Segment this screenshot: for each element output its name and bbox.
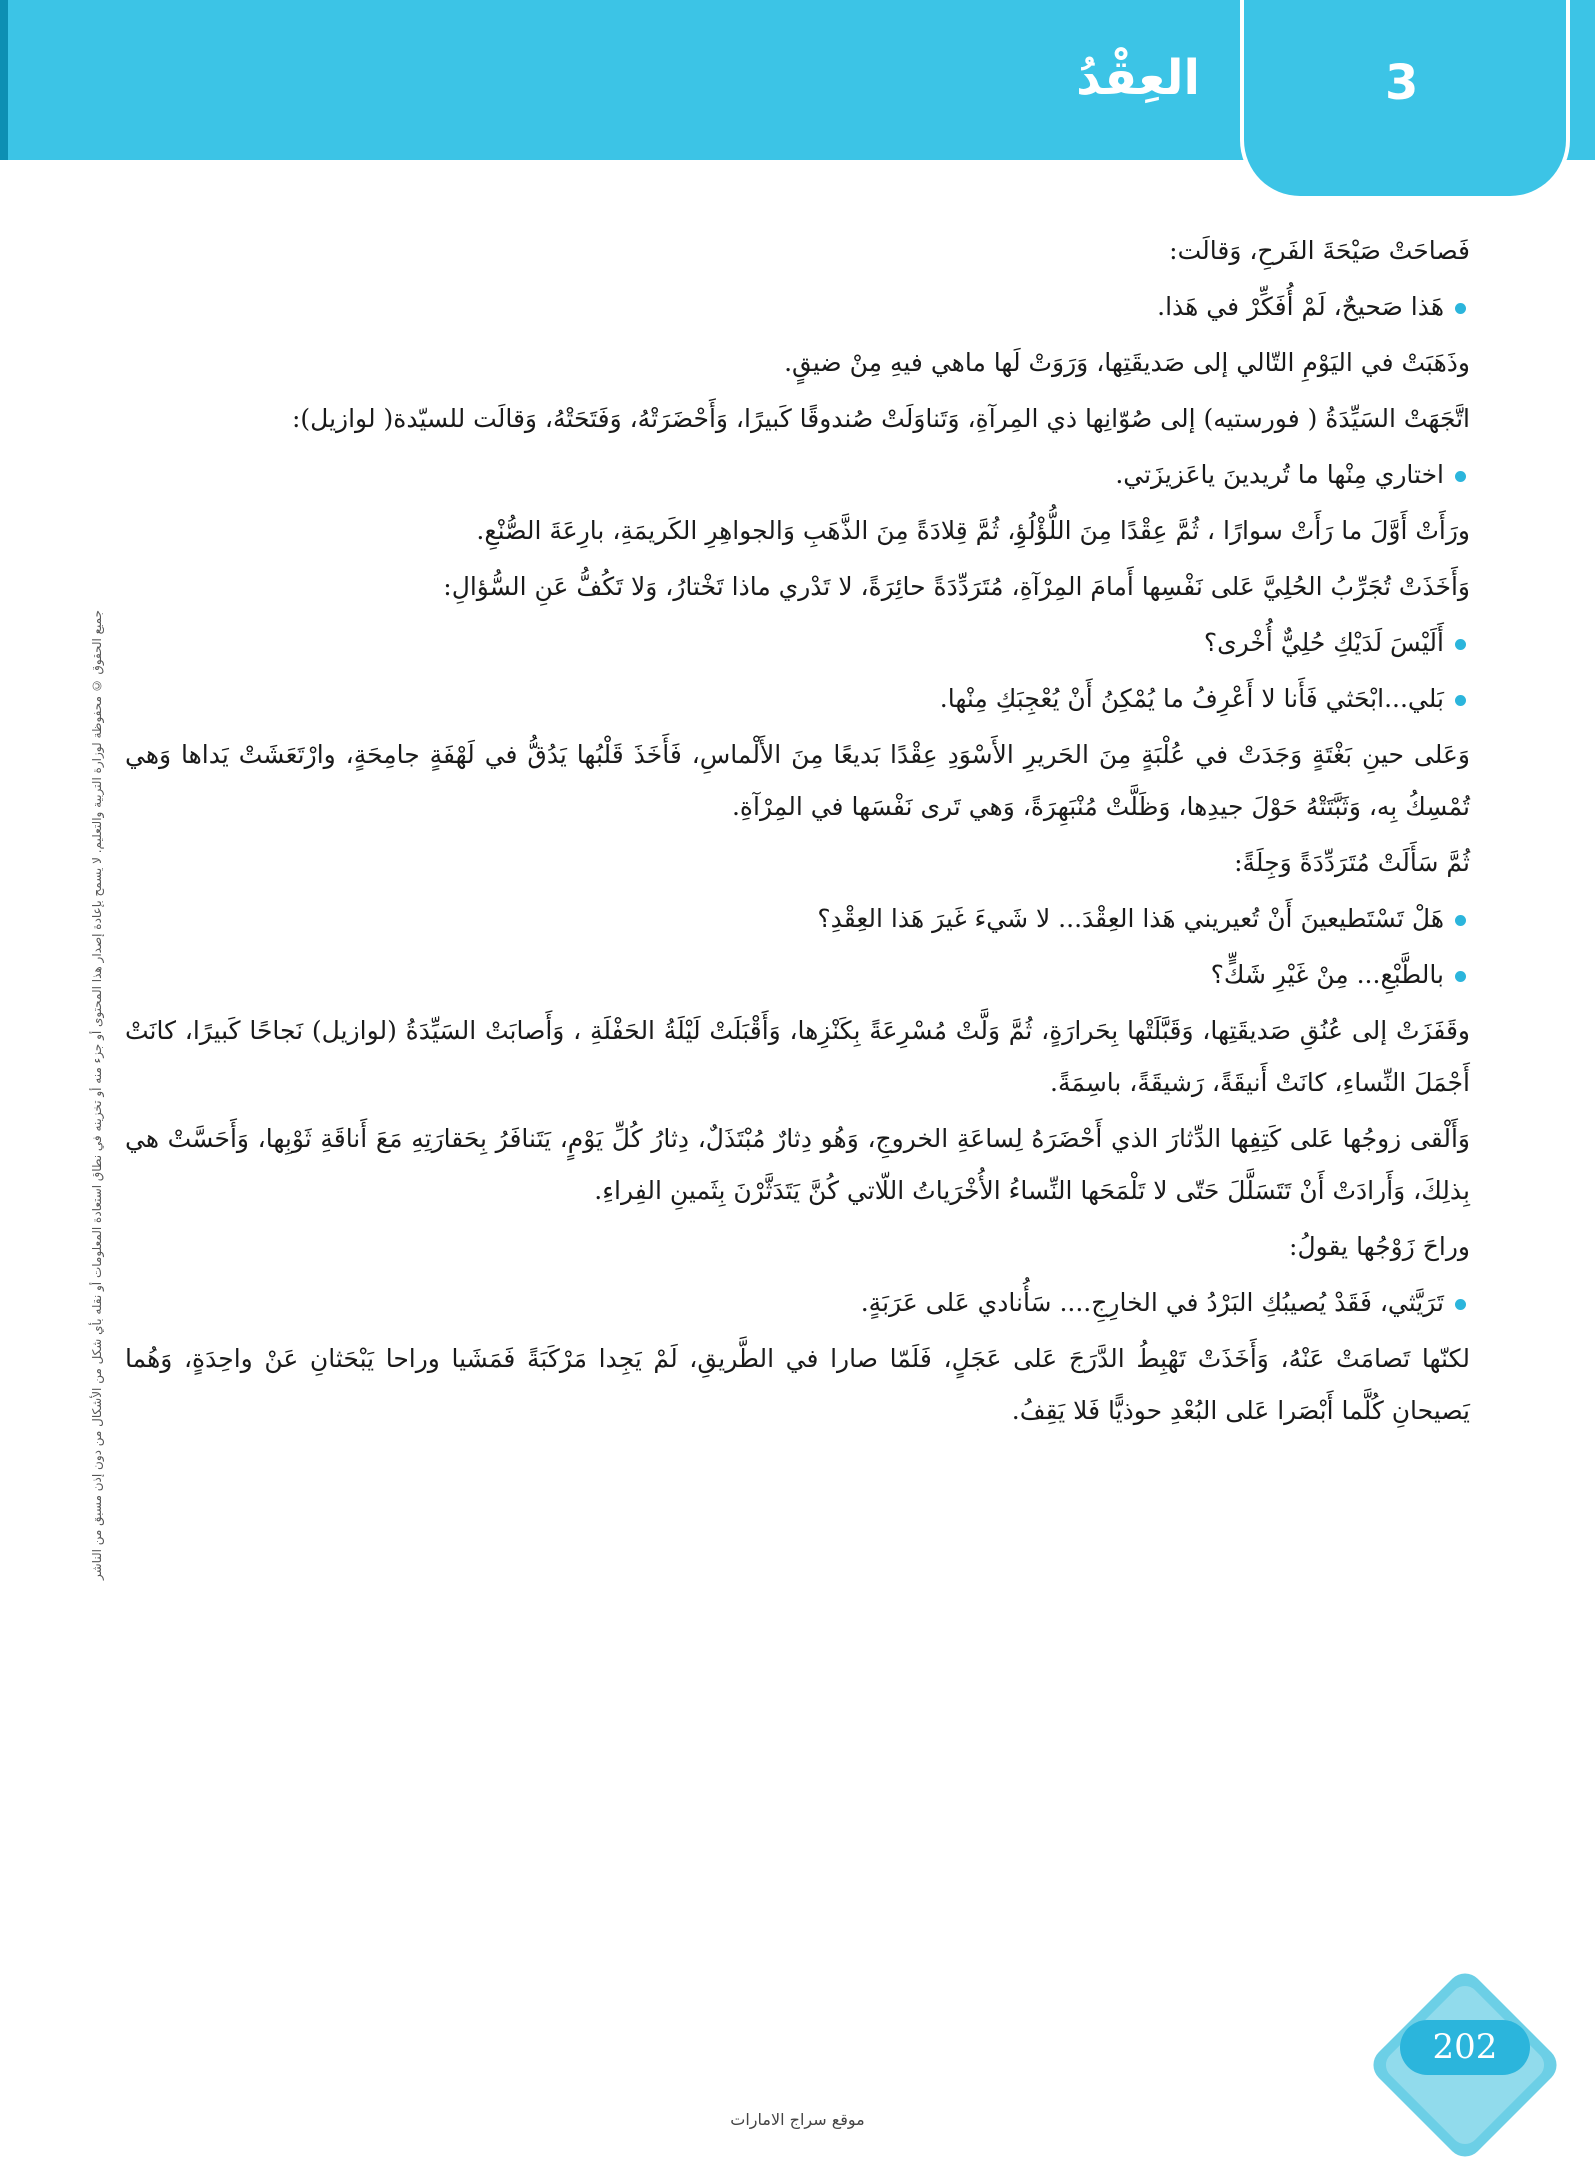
page-number: 202 — [1400, 2020, 1530, 2075]
chapter-title: العِقْدُ — [1076, 50, 1200, 106]
dialogue-line: تَرَيَّثي، فَقَدْ يُصيبُكِ البَرْدُ في الخارِجِ.... سَأُنادي عَلى عَرَبَةٍ. — [125, 1277, 1470, 1329]
dialogue-line: أَلَيْسَ لَدَيْكِ حُلِيٌّ أُخْرى؟ — [125, 617, 1470, 669]
dialogue-line: هَلْ تَسْتَطيعينَ أَنْ تُعيريني هَذا العِقْدَ... لا شَيءَ غَيرَ هَذا العِقْدِ؟ — [125, 893, 1470, 945]
paragraph: وَعَلى حينِ بَغْتَةٍ وَجَدَتْ في عُلْبَةٍ مِنَ الحَريرِ الأَسْوَدِ عِقْدًا بَديعًا مِنَ الأَلْماسِ، فَأَخَذَ قَلْبُها يَدُقُّ في لَهْفَةٍ جامِحَةٍ، وارْتَعَشَتْ يَداها وَهي تُمْسِكُ بِه، وَثَبَّتَتْهُ حَوْلَ جيدِها، وَظَلَّتْ مُنْبَهِرَةً، وَهي تَرى نَفْسَها في المِرْآةِ. — [125, 740, 1470, 821]
dialogue-line: بَلي...ابْحَثي فَأَنا لا أَعْرِفُ ما يُمْكِنُ أَنْ يُعْجِبَكِ مِنْها. — [125, 673, 1470, 725]
paragraph: وذَهَبَتْ في اليَوْمِ التّالي إلى صَديقَتِها، وَرَوَتْ لَها ماهي فيهِ مِنْ ضيقٍ. — [784, 348, 1470, 377]
paragraph: وَأَخَذَتْ تُجَرِّبُ الحُلِيَّ عَلى نَفْسِها أَمامَ المِرْآةِ، مُتَرَدِّدَةً حائِرَةً، لا تَدْري ماذا تَخْتارُ، وَلا تَكُفُّ عَنِ السُّؤالِ: — [443, 572, 1470, 601]
footer-site-name: موقع سراج الامارات — [730, 2110, 865, 2129]
header-edge-strip — [0, 0, 8, 160]
chapter-number: 3 — [1385, 55, 1419, 111]
paragraph: ثُمَّ سَأَلَتْ مُتَرَدِّدَةً وَجِلَةً: — [1234, 848, 1470, 877]
paragraph: وقَفَزَتْ إلى عُنُقِ صَديقَتِها، وَقَبَّلَتْها بِحَرارَةٍ، ثُمَّ وَلَّتْ مُسْرِعَةً بِكَنْزِها، وَأَقْبَلَتْ لَيْلَةُ الحَفْلَةِ ، وَأَصابَتْ السَيِّدَةُ (لوازيل) نَجاحًا كَبيرًا، كانَتْ أَجْمَلَ النِّساءِ، كانَتْ أَنيقَةً، رَشيقَةً، باسِمَةً. — [125, 1016, 1470, 1097]
dialogue-line: اختاري مِنْها ما تُريدينَ ياعَزيزَتي. — [125, 449, 1470, 501]
paragraph: اتَّجَهَتْ السَيِّدَةُ ( فورستيه) إلى صُوّانِها ذي المِرآةِ، وَتَناوَلَتْ صُندوقًا كَبيرًا، وَأَحْضَرَتْهُ، وَفَتَحَتْهُ، وَقالَت للسيّدة( لوازيل): — [291, 404, 1470, 433]
dialogue-line: بالطَّبْعِ... مِنْ غَيْرِ شَكٍّ؟ — [125, 949, 1470, 1001]
paragraph: وراحَ زَوْجُها يقولُ: — [1289, 1232, 1470, 1261]
paragraph: وَأَلْقى زوجُها عَلى كَتِفِها الدِّثارَ الذي أَحْضَرَهُ لِساعَةِ الخروجِ، وَهُو دِثارٌ مُبْتَذَلٌ، دِثارُ كُلِّ يَوْمٍ، يَتَنافَرُ بِحَقارَتِهِ مَعَ أَناقَةِ ثَوْبِها، وَأَحَسَّتْ هي بِذلِكَ، وَأَرادَتْ أَنْ تَتَسَلَّلَ حَتّى لا تَلْمَحَها النِّساءُ الأُخْرَياتُ اللّاتي كُنَّ يَتَدَثَّرْنَ بِثَمينِ الفِراءِ. — [125, 1124, 1470, 1205]
story-text — [125, 225, 1470, 1441]
paragraph: لكنّها تَصامَتْ عَنْهُ، وَأَخَذَتْ تَهْبِطُ الدَّرَجَ عَلى عَجَلٍ، فَلَمّا صارا في الطَّريقِ، لَمْ يَجِدا مَرْكَبَةً فَمَشَيا وراحا يَبْحَثانِ عَنْ واحِدَةٍ، وَهُما يَصيحانِ كُلَّما أَبْصَرا عَلى البُعْدِ حوذيًّا فَلا يَقِفُ. — [125, 1344, 1470, 1425]
copyright-notice: جميع الحقوق © محفوظة لوزارة التربية والتعليم. لا يسمح بإعادة إصدار هذا المحتوى أو جزء منه أو تخزينه في نطاق استعادة المعلومات أو نقله بأي شكل من الأشكال من دون إذن مسبق من الناشر — [90, 609, 104, 1581]
paragraph: ورَأَتْ أَوَّلَ ما رَأَتْ سوارًا ، ثُمَّ عِقْدًا مِنَ اللُّؤْلُؤِ، ثُمَّ قِلادَةً مِنَ الذَّهَبِ وَالجواهِرِ الكَريمَةِ، بارِعَةَ الصُّنْعِ. — [476, 516, 1470, 545]
dialogue-line: هَذا صَحيحٌ، لَمْ أُفَكِّرْ في هَذا. — [125, 281, 1470, 333]
paragraph: فَصاحَتْ صَيْحَةَ الفَرحِ، وَقالَت: — [1169, 236, 1470, 265]
